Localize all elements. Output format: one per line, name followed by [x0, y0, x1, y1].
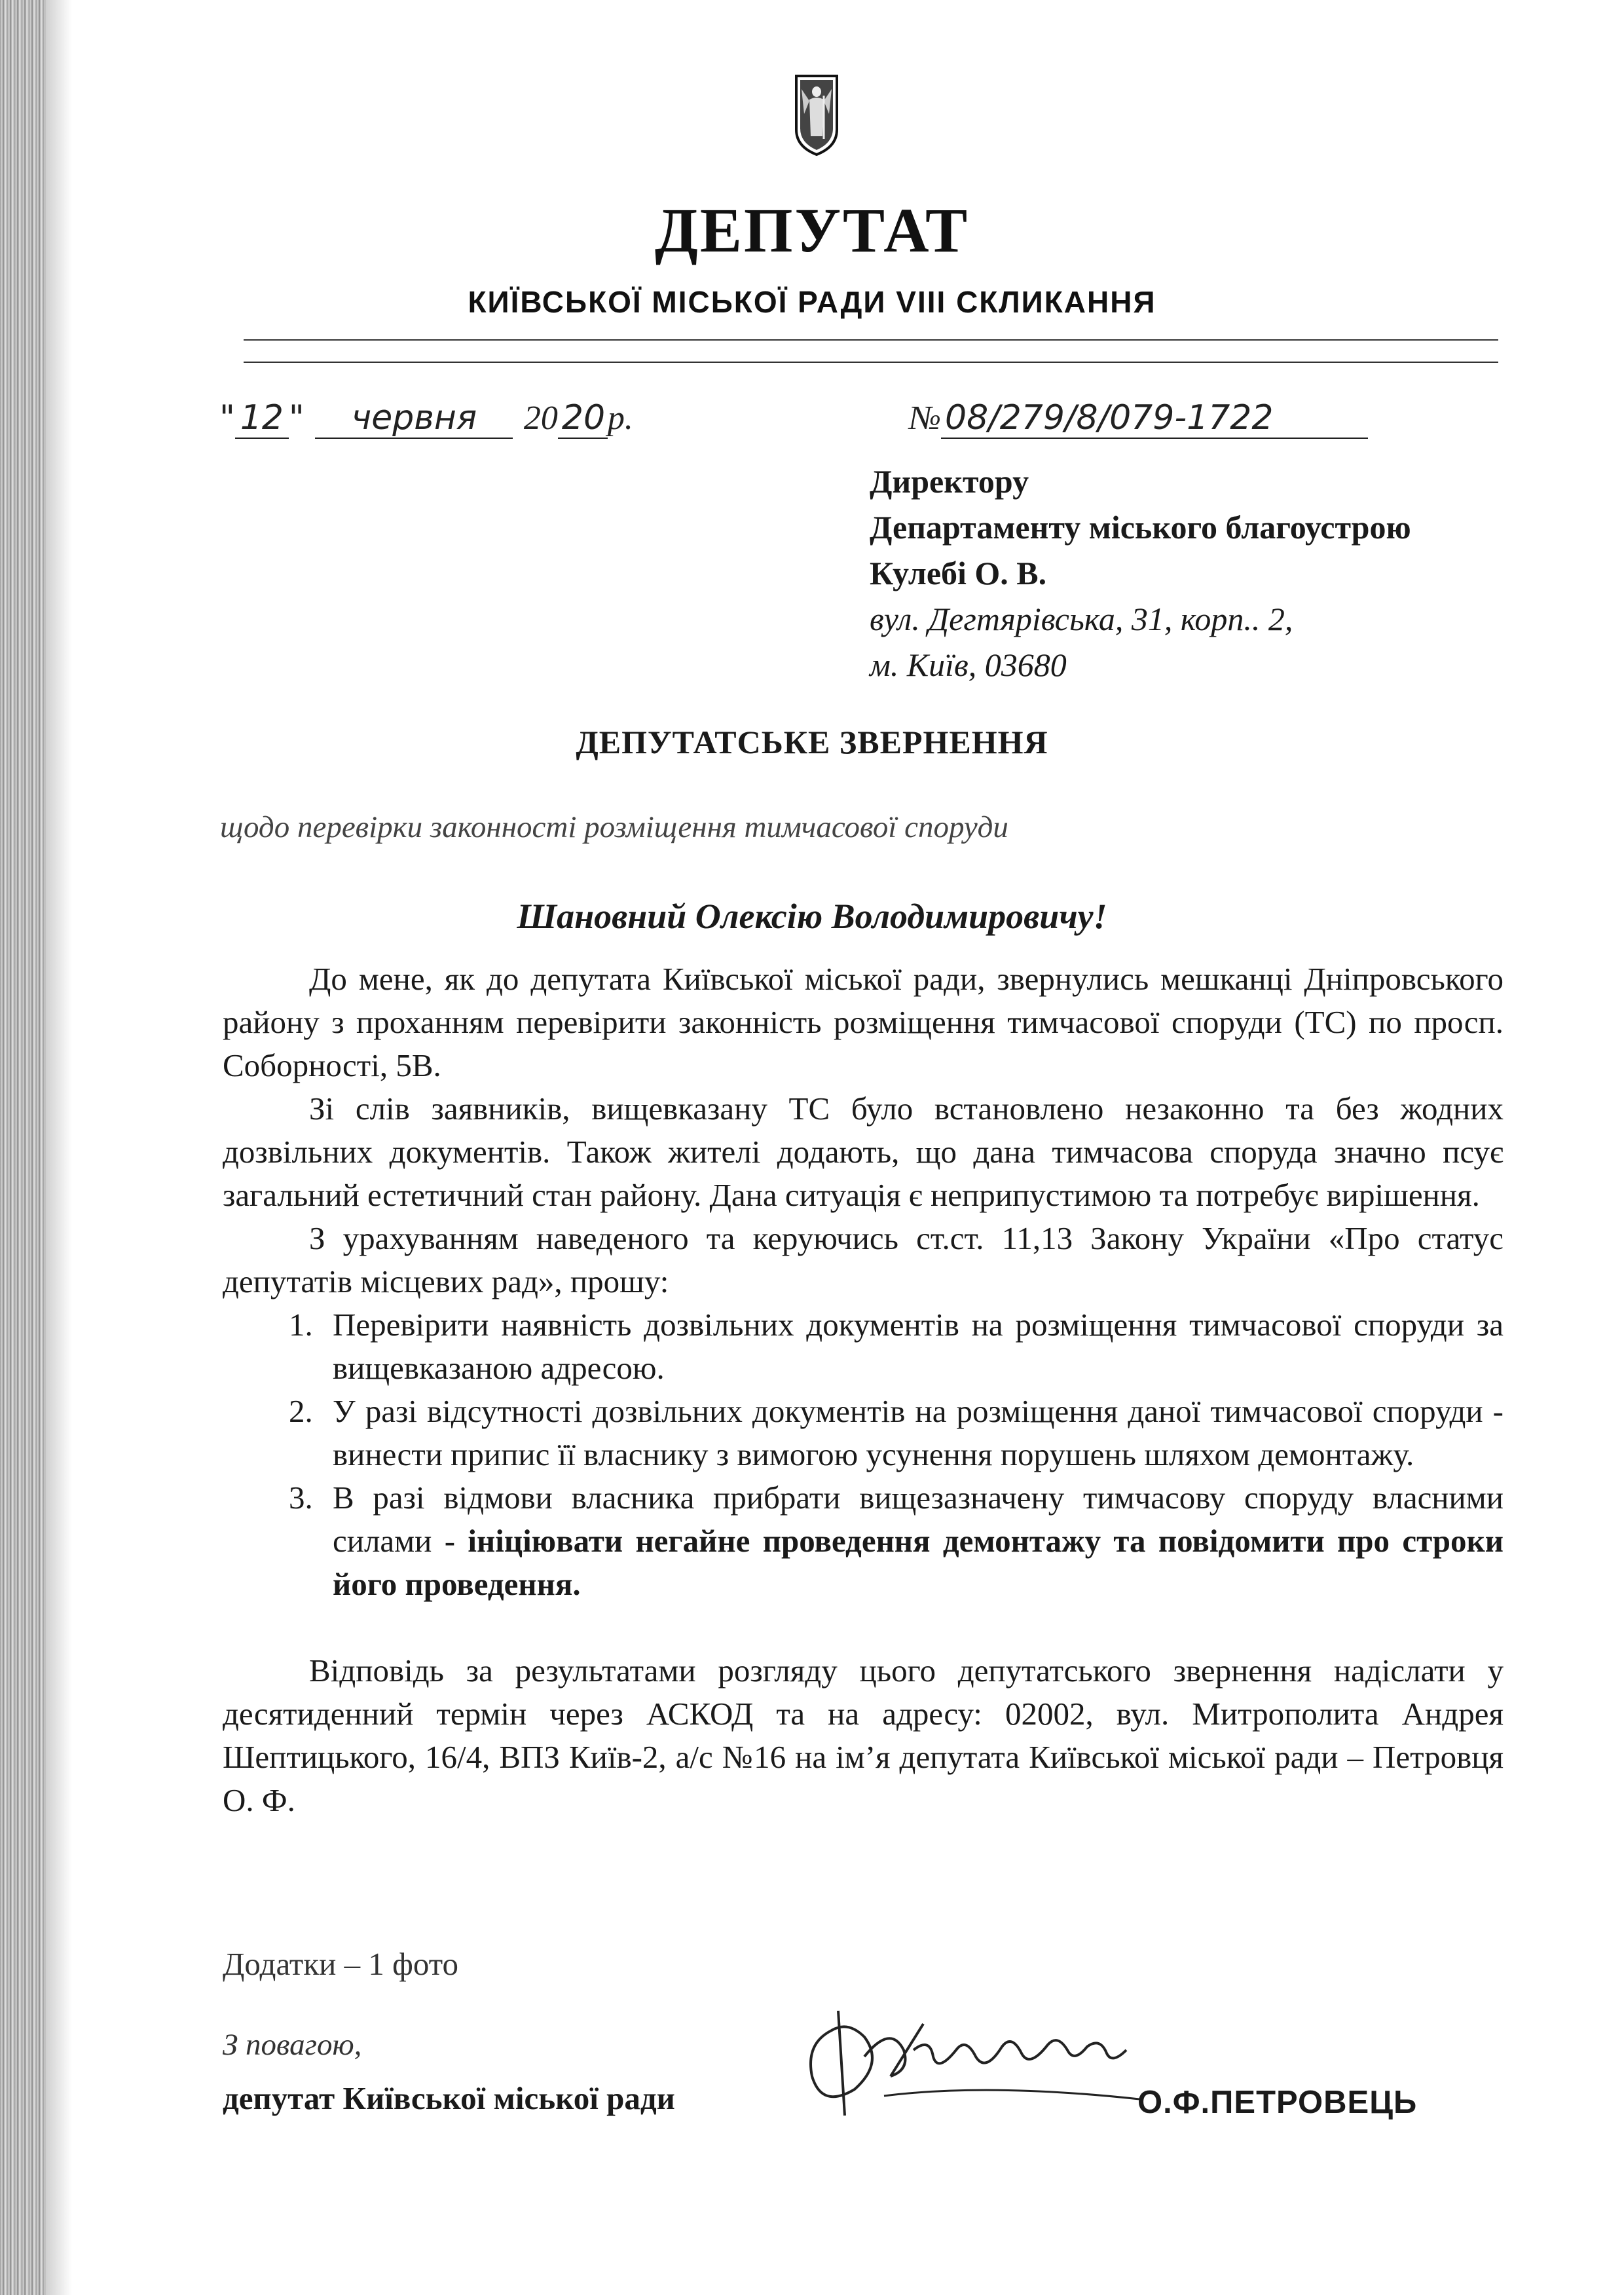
addressee-city: м. Київ, 03680	[870, 646, 1067, 683]
date-day: 12	[235, 398, 289, 439]
date-year-suffix: 20	[558, 398, 608, 439]
paragraph-gap	[223, 1606, 1504, 1649]
addressee-position: Директору	[870, 463, 1029, 500]
letter-body	[223, 958, 1504, 1822]
addressee-block	[870, 458, 1411, 688]
addressee-department: Департаменту міського благоустрою	[870, 509, 1411, 546]
date-close-quote: "	[288, 398, 304, 438]
request-item-3	[321, 1476, 1504, 1606]
header-rule-bottom	[244, 362, 1498, 363]
signer-title: депутат Київської міської ради	[223, 2080, 675, 2116]
date-month: червня	[315, 398, 513, 439]
date-year-mark: р.	[607, 400, 633, 437]
request-item-3-emphasis: ініціювати негайне проведення демонтажу та повідомити про строки його проведення.	[333, 1523, 1504, 1602]
date-open-quote: "	[219, 398, 235, 438]
body-paragraph-2: Зі слів заявників, вищевказану ТС було встановлено незаконно та без жодних дозвільних документів. Також жителі додають, що дана тимчасова споруда значно псує загальний естетичний стан району. Дана ситуація є неприпустимою та потребує вирішення.	[223, 1091, 1504, 1213]
header-subtitle: КИЇВСЬКОЇ МІСЬКОЇ РАДИ VIII СКЛИКАННЯ	[468, 285, 1156, 319]
closing-regards: З повагою,	[223, 2028, 362, 2062]
document-greeting: Шановний Олексію Володимировичу!	[517, 897, 1107, 936]
body-paragraph-1: До мене, як до депутата Київської міської ради, звернулись мешканці Дніпровського району з проханням перевірити законність розміщення тимчасової споруди (ТС) по просп. Соборності, 5В.	[223, 961, 1504, 1083]
letter-date	[219, 398, 633, 439]
request-item-2: 2. У разі відсутності дозвільних документів на розміщення даної тимчасової споруди - винести припис її власнику з вимогою усунення порушень шляхом демонтажу.	[321, 1390, 1504, 1476]
registration-number	[909, 398, 1368, 439]
body-paragraph-4: Відповідь за результатами розгляду цього депутатського звернення надіслати у десятиденний термін через АСКОД та на адресу: 02002, вул. Митрополита Андрея Шептицького, 16/4, ВПЗ Київ-2, а/с №16 на ім’я депутата Київської міської ради – Петровця О. Ф.	[223, 1652, 1504, 1818]
request-item-1: 1. Перевірити наявність дозвільних документів на розміщення тимчасової споруди за вищевказаною адресою.	[321, 1303, 1504, 1390]
handwritten-signature	[792, 1985, 1146, 2129]
document-title: ДЕПУТАТСЬКЕ ЗВЕРНЕННЯ	[576, 724, 1048, 760]
attachments-note: Додатки – 1 фото	[223, 1946, 458, 1982]
kyiv-coat-of-arms-icon	[794, 73, 840, 157]
date-year-prefix: 20	[523, 400, 558, 437]
body-paragraph-3: З урахуванням наведеного та керуючись ст.ст. 11,13 Закону України «Про статус депутатів місцевих рад», прошу:	[223, 1220, 1504, 1299]
request-item-3-text: В разі відмови власника прибрати вищезазначену тимчасову споруду власними силами -	[333, 1480, 1504, 1559]
addressee-street: вул. Дегтярівська, 31, корп.. 2,	[870, 601, 1293, 637]
addressee-name: Кулебі О. В.	[870, 555, 1047, 591]
request-list	[223, 1303, 1504, 1606]
signer-name: О.Ф.ПЕТРОВЕЦЬ	[1137, 2085, 1418, 2120]
header-rule-top	[244, 339, 1498, 341]
registration-value: 08/279/8/079-1722	[941, 398, 1368, 439]
header-title: ДЕПУТАТ	[654, 195, 970, 265]
registration-prefix: №	[909, 400, 942, 437]
document-subject: щодо перевірки законності розміщення тимчасової споруди	[220, 810, 1008, 844]
